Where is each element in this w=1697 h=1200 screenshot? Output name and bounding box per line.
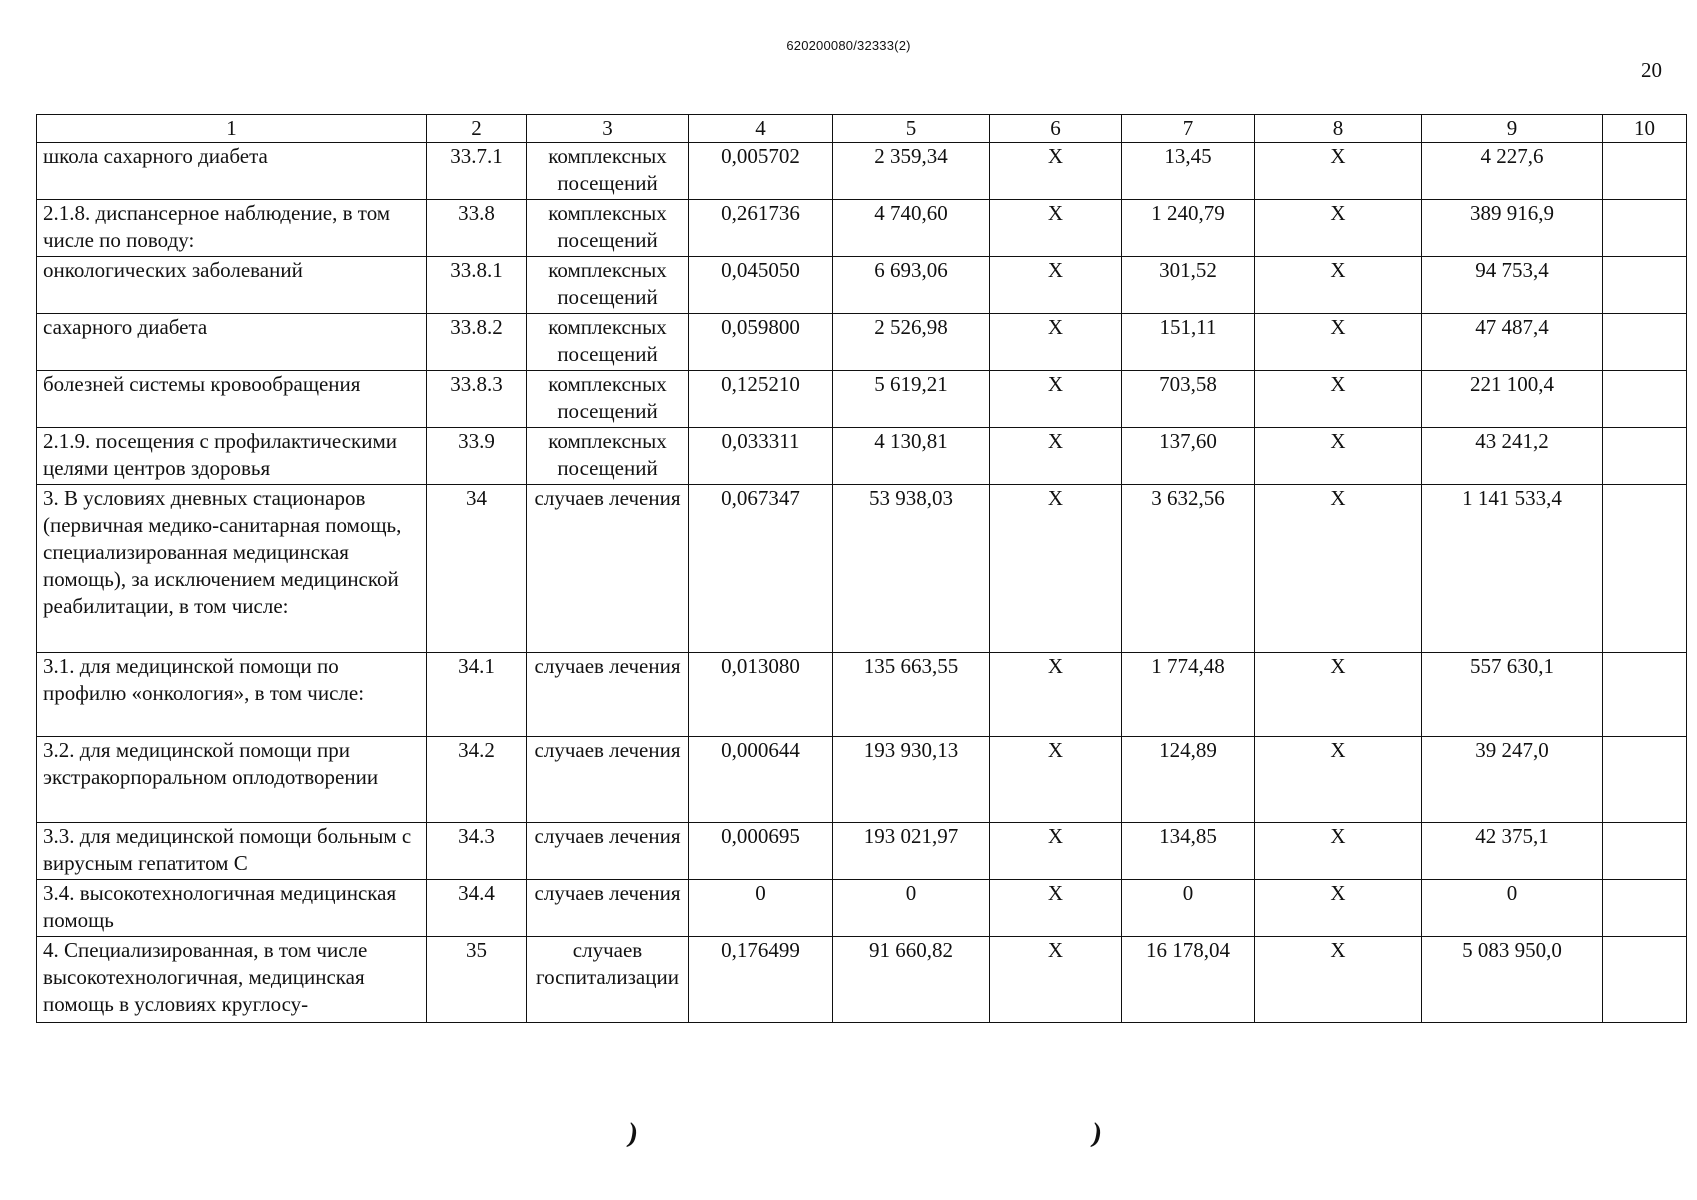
column-header: 6 bbox=[990, 115, 1122, 143]
column-header: 9 bbox=[1422, 115, 1603, 143]
row-per-capita: 703,58 bbox=[1122, 371, 1255, 428]
row-label: болезней системы кровообращения bbox=[37, 371, 427, 428]
row-total: 4 227,6 bbox=[1422, 143, 1603, 200]
row-per-capita: 137,60 bbox=[1122, 428, 1255, 485]
row-col8: X bbox=[1255, 371, 1422, 428]
row-number: 34.2 bbox=[427, 737, 527, 823]
table-row bbox=[37, 737, 1687, 823]
row-label: 3.2. для медицинской помощи при экстракорпоральном оплодотворении bbox=[37, 737, 427, 823]
row-norm: 0,059800 bbox=[689, 314, 833, 371]
row-total: 39 247,0 bbox=[1422, 737, 1603, 823]
row-per-capita: 0 bbox=[1122, 880, 1255, 937]
scan-mark: ) bbox=[625, 1117, 641, 1150]
row-label: 3.3. для медицинской помощи больным с вирусным гепатитом C bbox=[37, 823, 427, 880]
row-number: 35 bbox=[427, 937, 527, 1023]
row-number: 34.4 bbox=[427, 880, 527, 937]
row-number: 34 bbox=[427, 485, 527, 653]
row-col10 bbox=[1603, 937, 1687, 1023]
row-col6: X bbox=[990, 485, 1122, 653]
row-col10 bbox=[1603, 257, 1687, 314]
table-row bbox=[37, 257, 1687, 314]
column-header: 7 bbox=[1122, 115, 1255, 143]
row-per-capita: 1 240,79 bbox=[1122, 200, 1255, 257]
row-unit: случаев госпитализации bbox=[527, 937, 689, 1023]
row-norm: 0,067347 bbox=[689, 485, 833, 653]
row-total: 94 753,4 bbox=[1422, 257, 1603, 314]
row-norm: 0,000644 bbox=[689, 737, 833, 823]
row-col8: X bbox=[1255, 737, 1422, 823]
row-unit: комплексных посещений bbox=[527, 143, 689, 200]
row-cost: 6 693,06 bbox=[833, 257, 990, 314]
row-col10 bbox=[1603, 200, 1687, 257]
row-unit: случаев лечения bbox=[527, 485, 689, 653]
row-total: 389 916,9 bbox=[1422, 200, 1603, 257]
document-code: 620200080/32333(2) bbox=[786, 38, 911, 53]
row-col10 bbox=[1603, 653, 1687, 737]
row-label: 3.4. высокотехнологичная медицинская помощь bbox=[37, 880, 427, 937]
row-per-capita: 134,85 bbox=[1122, 823, 1255, 880]
row-cost: 91 660,82 bbox=[833, 937, 990, 1023]
row-unit: комплексных посещений bbox=[527, 371, 689, 428]
row-col6: X bbox=[990, 937, 1122, 1023]
row-cost: 193 021,97 bbox=[833, 823, 990, 880]
data-table bbox=[36, 114, 1687, 1023]
row-cost: 193 930,13 bbox=[833, 737, 990, 823]
row-col6: X bbox=[990, 200, 1122, 257]
row-unit: комплексных посещений bbox=[527, 200, 689, 257]
row-total: 221 100,4 bbox=[1422, 371, 1603, 428]
column-header: 10 bbox=[1603, 115, 1687, 143]
row-col8: X bbox=[1255, 937, 1422, 1023]
row-label: онкологических заболеваний bbox=[37, 257, 427, 314]
row-number: 33.7.1 bbox=[427, 143, 527, 200]
row-cost: 4 740,60 bbox=[833, 200, 990, 257]
column-header: 1 bbox=[37, 115, 427, 143]
row-number: 34.1 bbox=[427, 653, 527, 737]
table-row bbox=[37, 200, 1687, 257]
row-label: 3. В условиях дневных стационаров (первичная медико-санитарная помощь, специализированная медицинская помощь), за исключением медицинской реабилитации, в том числе: bbox=[37, 485, 427, 653]
row-norm: 0,000695 bbox=[689, 823, 833, 880]
row-total: 557 630,1 bbox=[1422, 653, 1603, 737]
row-unit: случаев лечения bbox=[527, 880, 689, 937]
row-col6: X bbox=[990, 143, 1122, 200]
row-col10 bbox=[1603, 143, 1687, 200]
row-total: 0 bbox=[1422, 880, 1603, 937]
row-per-capita: 151,11 bbox=[1122, 314, 1255, 371]
row-per-capita: 301,52 bbox=[1122, 257, 1255, 314]
row-total: 42 375,1 bbox=[1422, 823, 1603, 880]
table-row bbox=[37, 653, 1687, 737]
row-col8: X bbox=[1255, 200, 1422, 257]
row-col8: X bbox=[1255, 257, 1422, 314]
page-number: 20 bbox=[1641, 58, 1662, 82]
row-cost: 4 130,81 bbox=[833, 428, 990, 485]
row-norm: 0,176499 bbox=[689, 937, 833, 1023]
row-unit: комплексных посещений bbox=[527, 428, 689, 485]
row-label: сахарного диабета bbox=[37, 314, 427, 371]
row-col10 bbox=[1603, 371, 1687, 428]
row-per-capita: 13,45 bbox=[1122, 143, 1255, 200]
row-per-capita: 16 178,04 bbox=[1122, 937, 1255, 1023]
table-row bbox=[37, 937, 1687, 1023]
row-number: 34.3 bbox=[427, 823, 527, 880]
column-header: 2 bbox=[427, 115, 527, 143]
row-per-capita: 124,89 bbox=[1122, 737, 1255, 823]
row-col8: X bbox=[1255, 653, 1422, 737]
table-row bbox=[37, 428, 1687, 485]
row-col6: X bbox=[990, 314, 1122, 371]
table-row bbox=[37, 485, 1687, 653]
row-total: 47 487,4 bbox=[1422, 314, 1603, 371]
row-cost: 2 359,34 bbox=[833, 143, 990, 200]
row-label: 4. Специализированная, в том числе высокотехнологичная, медицинская помощь в условиях круглосу- bbox=[37, 937, 427, 1023]
table-row bbox=[37, 143, 1687, 200]
column-header: 8 bbox=[1255, 115, 1422, 143]
row-col10 bbox=[1603, 314, 1687, 371]
row-norm: 0 bbox=[689, 880, 833, 937]
row-total: 1 141 533,4 bbox=[1422, 485, 1603, 653]
row-col8: X bbox=[1255, 428, 1422, 485]
row-cost: 0 bbox=[833, 880, 990, 937]
row-unit: случаев лечения bbox=[527, 737, 689, 823]
row-col6: X bbox=[990, 371, 1122, 428]
row-col8: X bbox=[1255, 485, 1422, 653]
column-header: 5 bbox=[833, 115, 990, 143]
row-total: 5 083 950,0 bbox=[1422, 937, 1603, 1023]
row-norm: 0,261736 bbox=[689, 200, 833, 257]
row-col6: X bbox=[990, 737, 1122, 823]
row-number: 33.8.3 bbox=[427, 371, 527, 428]
row-cost: 2 526,98 bbox=[833, 314, 990, 371]
row-label: 3.1. для медицинской помощи по профилю «онкология», в том числе: bbox=[37, 653, 427, 737]
column-header: 4 bbox=[689, 115, 833, 143]
row-label: школа сахарного диабета bbox=[37, 143, 427, 200]
row-unit: комплексных посещений bbox=[527, 314, 689, 371]
row-col8: X bbox=[1255, 314, 1422, 371]
row-col6: X bbox=[990, 428, 1122, 485]
row-number: 33.8.1 bbox=[427, 257, 527, 314]
row-unit: комплексных посещений bbox=[527, 257, 689, 314]
row-norm: 0,125210 bbox=[689, 371, 833, 428]
row-cost: 53 938,03 bbox=[833, 485, 990, 653]
row-col10 bbox=[1603, 485, 1687, 653]
row-norm: 0,045050 bbox=[689, 257, 833, 314]
row-unit: случаев лечения bbox=[527, 823, 689, 880]
table-row bbox=[37, 823, 1687, 880]
row-col10 bbox=[1603, 823, 1687, 880]
row-col8: X bbox=[1255, 143, 1422, 200]
row-label: 2.1.9. посещения с профилактическими целями центров здоровья bbox=[37, 428, 427, 485]
row-norm: 0,013080 bbox=[689, 653, 833, 737]
table-row bbox=[37, 880, 1687, 937]
row-number: 33.8.2 bbox=[427, 314, 527, 371]
table-row bbox=[37, 314, 1687, 371]
row-col8: X bbox=[1255, 880, 1422, 937]
column-number-row bbox=[37, 115, 1687, 143]
row-per-capita: 3 632,56 bbox=[1122, 485, 1255, 653]
row-col8: X bbox=[1255, 823, 1422, 880]
row-col6: X bbox=[990, 653, 1122, 737]
row-col6: X bbox=[990, 880, 1122, 937]
row-total: 43 241,2 bbox=[1422, 428, 1603, 485]
row-cost: 5 619,21 bbox=[833, 371, 990, 428]
table-container bbox=[36, 114, 1687, 1023]
column-header: 3 bbox=[527, 115, 689, 143]
row-col10 bbox=[1603, 428, 1687, 485]
scan-mark: ) bbox=[1089, 1117, 1105, 1150]
row-norm: 0,033311 bbox=[689, 428, 833, 485]
row-number: 33.8 bbox=[427, 200, 527, 257]
row-col6: X bbox=[990, 823, 1122, 880]
row-norm: 0,005702 bbox=[689, 143, 833, 200]
row-col10 bbox=[1603, 880, 1687, 937]
table-row bbox=[37, 371, 1687, 428]
row-label: 2.1.8. диспансерное наблюдение, в том числе по поводу: bbox=[37, 200, 427, 257]
row-col6: X bbox=[990, 257, 1122, 314]
row-number: 33.9 bbox=[427, 428, 527, 485]
row-per-capita: 1 774,48 bbox=[1122, 653, 1255, 737]
row-unit: случаев лечения bbox=[527, 653, 689, 737]
row-cost: 135 663,55 bbox=[833, 653, 990, 737]
row-col10 bbox=[1603, 737, 1687, 823]
